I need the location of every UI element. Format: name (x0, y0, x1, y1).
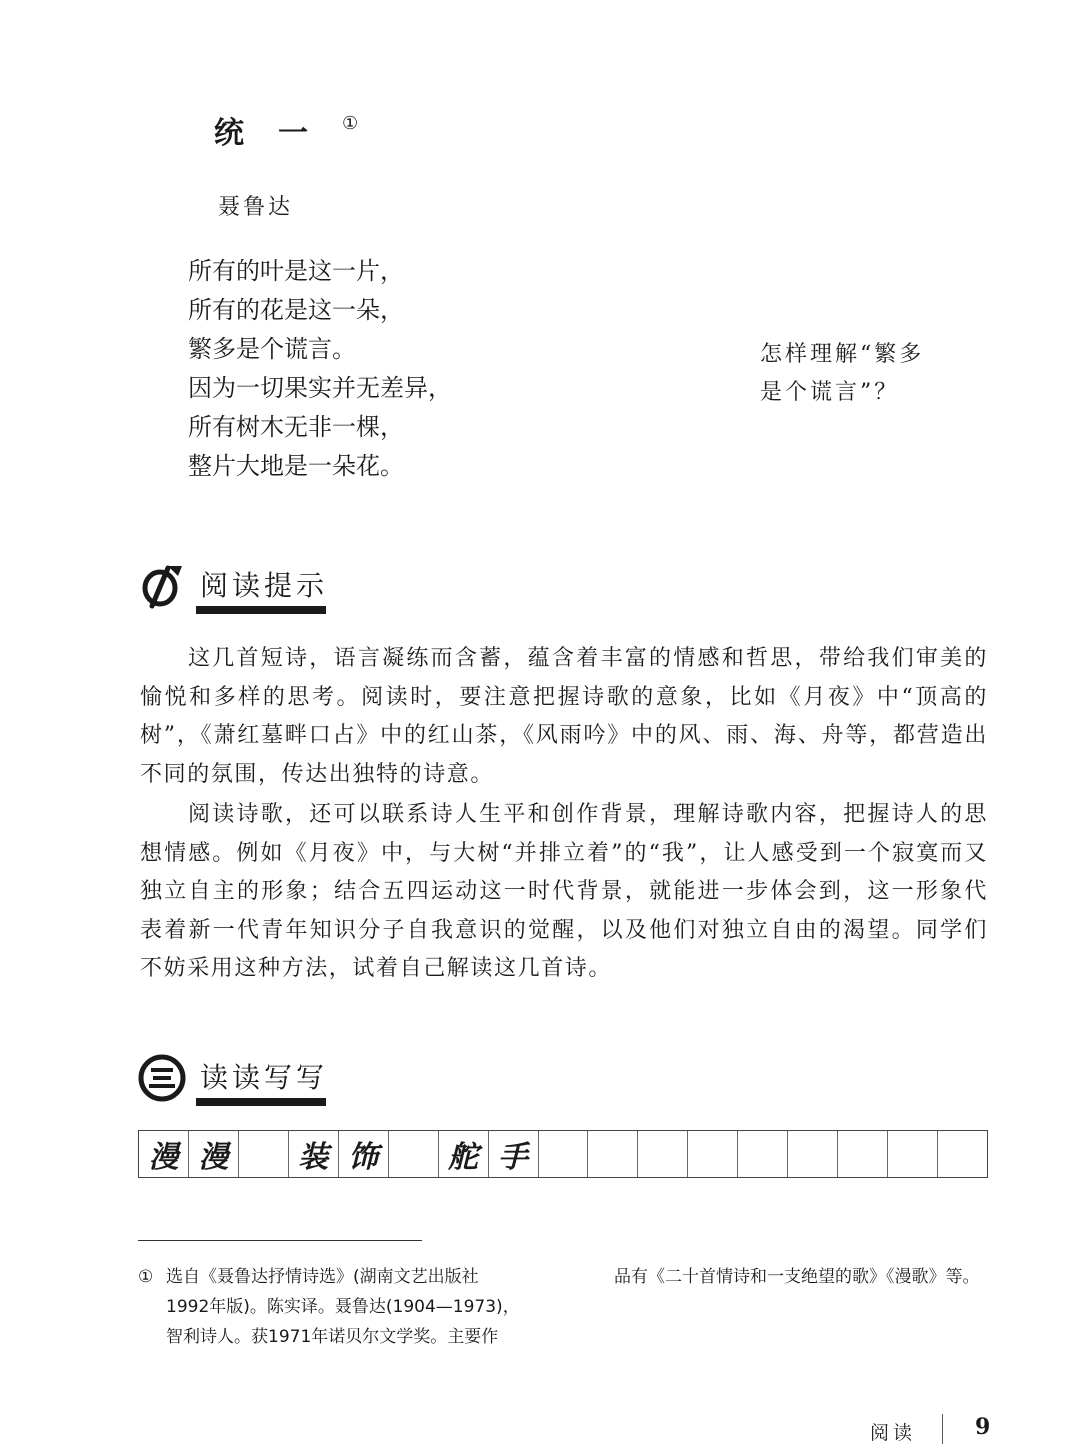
vocab-cell: 舵 (439, 1131, 489, 1177)
poem-line: 因为一切果实并无差异， (188, 374, 452, 402)
poem-line: 所有树木无非一棵， (188, 413, 404, 441)
poem-author: 聂鲁达 (218, 195, 294, 220)
reading-tips-heading (138, 562, 398, 622)
footnote-mark: ① (138, 1267, 154, 1287)
footnote-divider (138, 1240, 422, 1241)
poem-line: 所有的花是这一朵， (188, 296, 404, 324)
vocab-cell (389, 1131, 439, 1177)
vocab-cell (688, 1131, 738, 1177)
vocab-cell (838, 1131, 888, 1177)
reading-tips-title: 阅读提示 (200, 569, 329, 602)
vocab-cell: 饰 (339, 1131, 389, 1177)
footnote-line (138, 1262, 550, 1292)
footer-section-label: 阅读 (870, 1422, 917, 1444)
vocab-cell: 漫 (189, 1131, 239, 1177)
vocab-cell: 漫 (139, 1131, 189, 1177)
footnote-text: 选自《聂鲁达抒情诗选》(湖南文艺出版社 (166, 1267, 479, 1287)
poem-line: 整片大地是一朵花。 (188, 452, 404, 480)
poem-line: 繁多是个谎言。 (188, 335, 356, 363)
margin-question (760, 336, 990, 412)
vocab-grid (138, 1130, 988, 1178)
poem-title-text: 统一 (214, 116, 342, 151)
vocab-cell: 手 (489, 1131, 539, 1177)
vocab-cell: 装 (289, 1131, 339, 1177)
vocab-cell (738, 1131, 788, 1177)
vocab-cell (539, 1131, 589, 1177)
footnote-line: 智利诗人。获1971年诺贝尔文学奖。主要作 (166, 1327, 499, 1347)
vocab-cell (588, 1131, 638, 1177)
read-write-heading (138, 1054, 398, 1114)
poem-body (188, 252, 452, 486)
page-number: 9 (975, 1414, 991, 1440)
read-write-title: 读读写写 (200, 1061, 329, 1094)
footer-divider (942, 1414, 943, 1444)
footnote-column-right: 品有《二十首情诗和一支绝望的歌》《漫歌》等。 (614, 1267, 980, 1287)
poem-line: 所有的叶是这一片， (188, 257, 404, 285)
vocab-cell (239, 1131, 289, 1177)
footnote-ref: ① (342, 113, 359, 134)
margin-question-line: 怎样理解“繁多 (760, 342, 925, 367)
reading-tips-icon (138, 562, 186, 610)
heading-underline (196, 606, 326, 614)
reading-tips-paragraph: 这几首短诗，语言凝练而含蓄，蕴含着丰富的情感和哲思，带给我们审美的愉悦和多样的思考。阅读时，要注意把握诗歌的意象，比如《月夜》中“顶高的树”，《萧红墓畔口占》中的红山茶，《风雨吟》中的风、雨、海、舟等，都营造出不同的氛围，传达出独特的诗意。 (140, 646, 988, 787)
margin-question-line: 是个谎言”？ (760, 380, 900, 405)
heading-underline (196, 1098, 326, 1106)
vocab-cell (788, 1131, 838, 1177)
reading-tips-body (140, 640, 988, 991)
footnote-line: 1992年版)。陈实译。聂鲁达(1904—1973)， (166, 1297, 520, 1317)
vocab-cell (638, 1131, 688, 1177)
reading-tips-paragraph: 阅读诗歌，还可以联系诗人生平和创作背景，理解诗歌内容，把握诗人的思想情感。例如《月夜》中，与大树“并排立着”的“我”，让人感受到一个寂寞而又独立自主的形象；结合五四运动这一时代背景，就能进一步体会到，这一形象代表着新一代青年知识分子自我意识的觉醒，以及他们对独立自由的渴望。同学们不妨采用这种方法，试着自己解读这几首诗。 (140, 802, 988, 981)
read-write-icon (138, 1054, 186, 1102)
vocab-cell (888, 1131, 938, 1177)
footnote-column-left (138, 1262, 550, 1352)
vocab-cell (938, 1131, 987, 1177)
poem-title (214, 108, 358, 152)
